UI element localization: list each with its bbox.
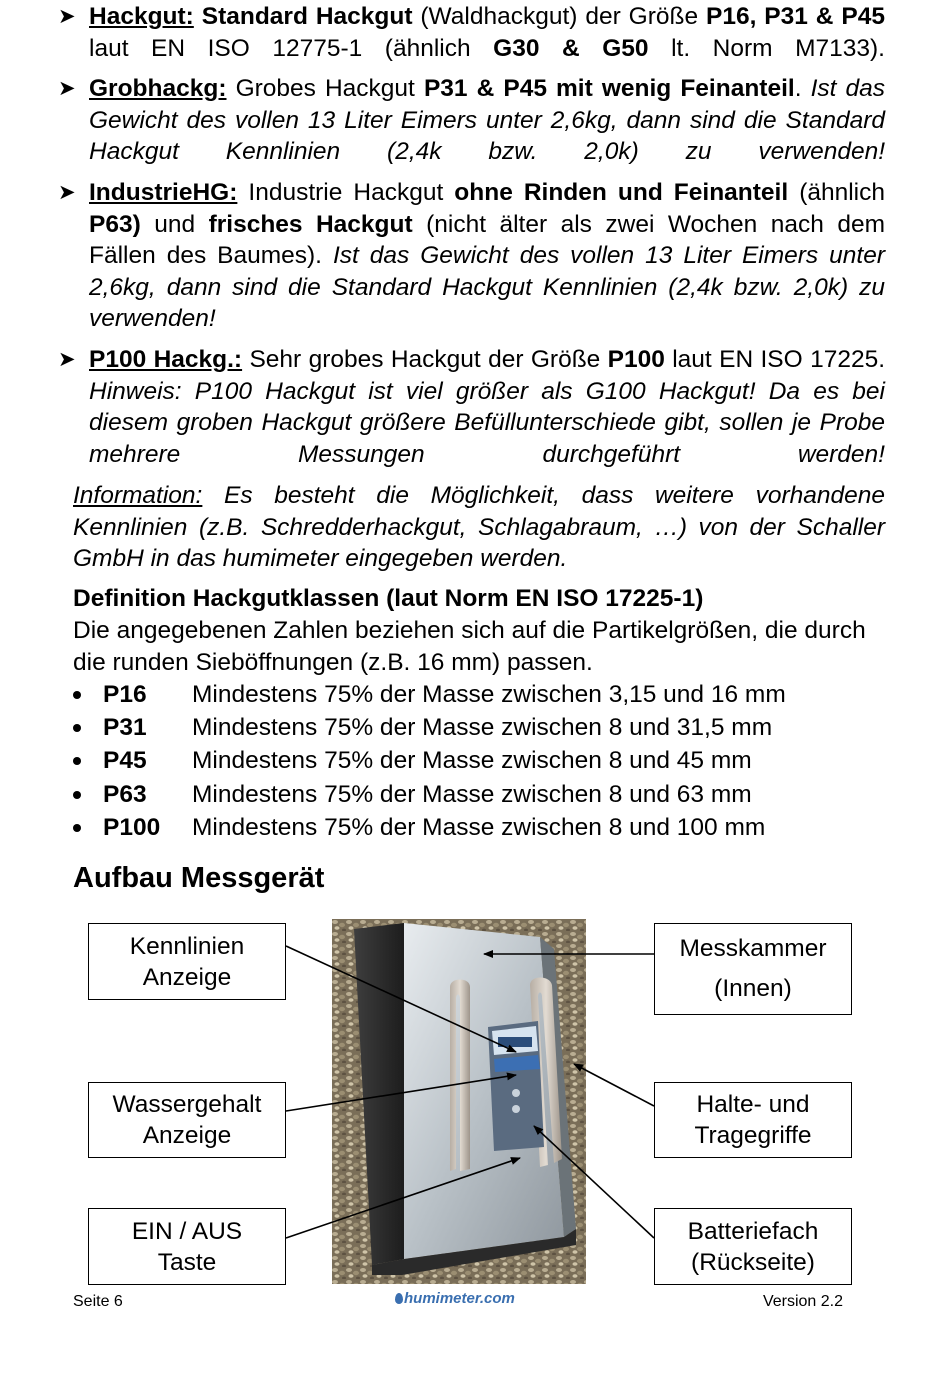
droplet-icon bbox=[395, 1293, 403, 1304]
label-messkammer bbox=[654, 923, 852, 1015]
bullet-label: Hackgut: bbox=[89, 3, 194, 30]
class-list bbox=[73, 678, 893, 844]
bullet-text: . bbox=[794, 75, 802, 102]
label-line: Batteriefach bbox=[687, 1217, 819, 1245]
humimeter-logo bbox=[395, 1290, 515, 1307]
definition-text: Die angegebenen Zahlen beziehen sich auf die Partikelgrößen, die durch die runden Sieböffnungen (z.B. 16 mm) passen. bbox=[73, 617, 866, 676]
label-line: Messkammer bbox=[679, 935, 827, 962]
bullet-text: Standard Hackgut bbox=[201, 3, 413, 30]
bullet-dot-icon bbox=[73, 691, 81, 699]
label-kennlinien-anzeige bbox=[88, 923, 286, 1000]
label-line: (Rückseite) bbox=[691, 1248, 815, 1276]
class-description: Mindestens 75% der Masse zwischen 8 und 100 mm bbox=[192, 813, 766, 841]
bullet-dot-icon bbox=[73, 757, 81, 765]
class-description: Mindestens 75% der Masse zwischen 8 und 63 mm bbox=[192, 780, 752, 808]
class-code: P63 bbox=[103, 780, 147, 808]
device-photo bbox=[332, 919, 586, 1284]
section-title-aufbau: Aufbau Messgerät bbox=[73, 862, 325, 894]
footer-page-number: Seite 6 bbox=[73, 1293, 123, 1310]
list-item bbox=[73, 711, 893, 744]
bullet-label: IndustrieHG: bbox=[89, 179, 238, 206]
bullet-text: G30 & G50 bbox=[493, 34, 649, 62]
label-line: Wassergehalt bbox=[112, 1091, 262, 1118]
bullet-text: Hinweis: P100 Hackgut ist viel größer als G100 Hackgut! Da es bei diesem groben Hackgut größere Befüllunterschiede gibt, sollen je Probe mehrere Messungen durchgeführt werden! bbox=[89, 377, 885, 468]
label-line: Anzeige bbox=[142, 963, 232, 991]
arrow-bullet-icon: ➤ bbox=[58, 181, 76, 204]
bullet-text: P100 bbox=[607, 346, 665, 373]
bullet-label: Grobhackg: bbox=[89, 75, 227, 102]
label-line: (Innen) bbox=[714, 975, 792, 1002]
arrow-bullet-icon: ➤ bbox=[58, 348, 76, 371]
list-item bbox=[73, 778, 893, 811]
label-line: Kennlinien bbox=[129, 932, 245, 960]
arrow-bullet-icon: ➤ bbox=[58, 77, 76, 100]
information-note bbox=[73, 480, 885, 575]
bullet-dot-icon bbox=[73, 791, 81, 799]
bullet-text: P31 & P45 mit wenig Feinanteil bbox=[423, 75, 795, 102]
bullet-label: P100 Hackg.: bbox=[89, 346, 243, 373]
bullet-dot-icon bbox=[73, 824, 81, 832]
class-description: Mindestens 75% der Masse zwischen 8 und 31,5 mm bbox=[192, 714, 773, 742]
information-text: Es besteht die Möglichkeit, dass weitere vorhandene Kennlinien (z.B. Schredderhackgut, Schlagabraum, …) von der Schaller GmbH in das humimeter eingegeben werden. bbox=[73, 482, 885, 572]
bullet-text: Ist das Gewicht des vollen 13 Liter Eimers unter 2,6kg, dann sind die Standard Hackgut Kennlinien (2,4k bzw. 2,0k) zu verwenden! bbox=[89, 242, 885, 332]
class-code: P100 bbox=[103, 813, 161, 841]
label-wassergehalt-anzeige bbox=[88, 1082, 286, 1158]
class-description: Mindestens 75% der Masse zwischen 8 und 45 mm bbox=[192, 747, 752, 775]
label-ein-aus-taste bbox=[88, 1208, 286, 1285]
label-halte-tragegriffe bbox=[654, 1082, 852, 1158]
bullet-text: Sehr grobes Hackgut der Größe bbox=[242, 346, 608, 373]
bullet-text: (nicht älter als zwei Wochen nach dem Fällen des Baumes). bbox=[89, 210, 885, 269]
label-line: Taste bbox=[157, 1248, 217, 1276]
bullet-text: laut EN ISO 17225. bbox=[664, 346, 886, 373]
class-description: Mindestens 75% der Masse zwischen 3,15 und 16 mm bbox=[192, 681, 786, 708]
list-item bbox=[73, 811, 893, 844]
list-item bbox=[73, 678, 893, 711]
label-line: Halte- und bbox=[696, 1091, 810, 1118]
bullet-text: P16, P31 & P45 bbox=[706, 3, 885, 30]
bullet-text: Grobes Hackgut bbox=[226, 75, 424, 102]
arrow-bullet-icon: ➤ bbox=[58, 5, 76, 28]
bullet-text: lt. Norm M7133). bbox=[648, 34, 885, 62]
information-label: Information: bbox=[73, 482, 203, 509]
bullet-text: P63) bbox=[89, 210, 141, 238]
bullet-p100 bbox=[58, 344, 885, 502]
class-code: P45 bbox=[103, 747, 147, 775]
bullet-text: Ist das Gewicht des vollen 13 Liter Eimers unter 2,6kg, dann sind die Standard Hackgut Kennlinien (2,4k bzw. 2,0k) zu verwenden! bbox=[89, 75, 886, 165]
footer-version: Version 2.2 bbox=[762, 1293, 843, 1310]
class-code: P16 bbox=[103, 681, 147, 708]
arrow-haltegriffe bbox=[574, 1064, 654, 1106]
label-line: EIN / AUS bbox=[131, 1217, 243, 1245]
bullet-text: frisches Hackgut bbox=[208, 210, 413, 238]
bullet-dot-icon bbox=[73, 724, 81, 732]
list-item bbox=[73, 744, 893, 777]
label-batteriefach bbox=[654, 1208, 852, 1285]
bullet-text: Industrie Hackgut bbox=[237, 179, 455, 206]
bullet-text: (Waldhackgut) der Größe bbox=[412, 3, 706, 30]
bullet-text: laut EN ISO 12775-1 (ähnlich bbox=[89, 34, 494, 62]
bullet-text: und bbox=[140, 210, 209, 238]
bullet-industriehg bbox=[58, 177, 885, 366]
bullet-text: ohne Rinden und Feinanteil bbox=[454, 179, 789, 206]
label-line: Anzeige bbox=[142, 1122, 232, 1149]
class-code: P31 bbox=[103, 714, 147, 742]
logo-text: humimeter.com bbox=[404, 1290, 515, 1307]
definition-heading: Definition Hackgutklassen (laut Norm EN ISO 17225-1) bbox=[73, 585, 704, 612]
bullet-text: (ähnlich bbox=[788, 179, 885, 206]
label-line: Tragegriffe bbox=[694, 1122, 812, 1149]
